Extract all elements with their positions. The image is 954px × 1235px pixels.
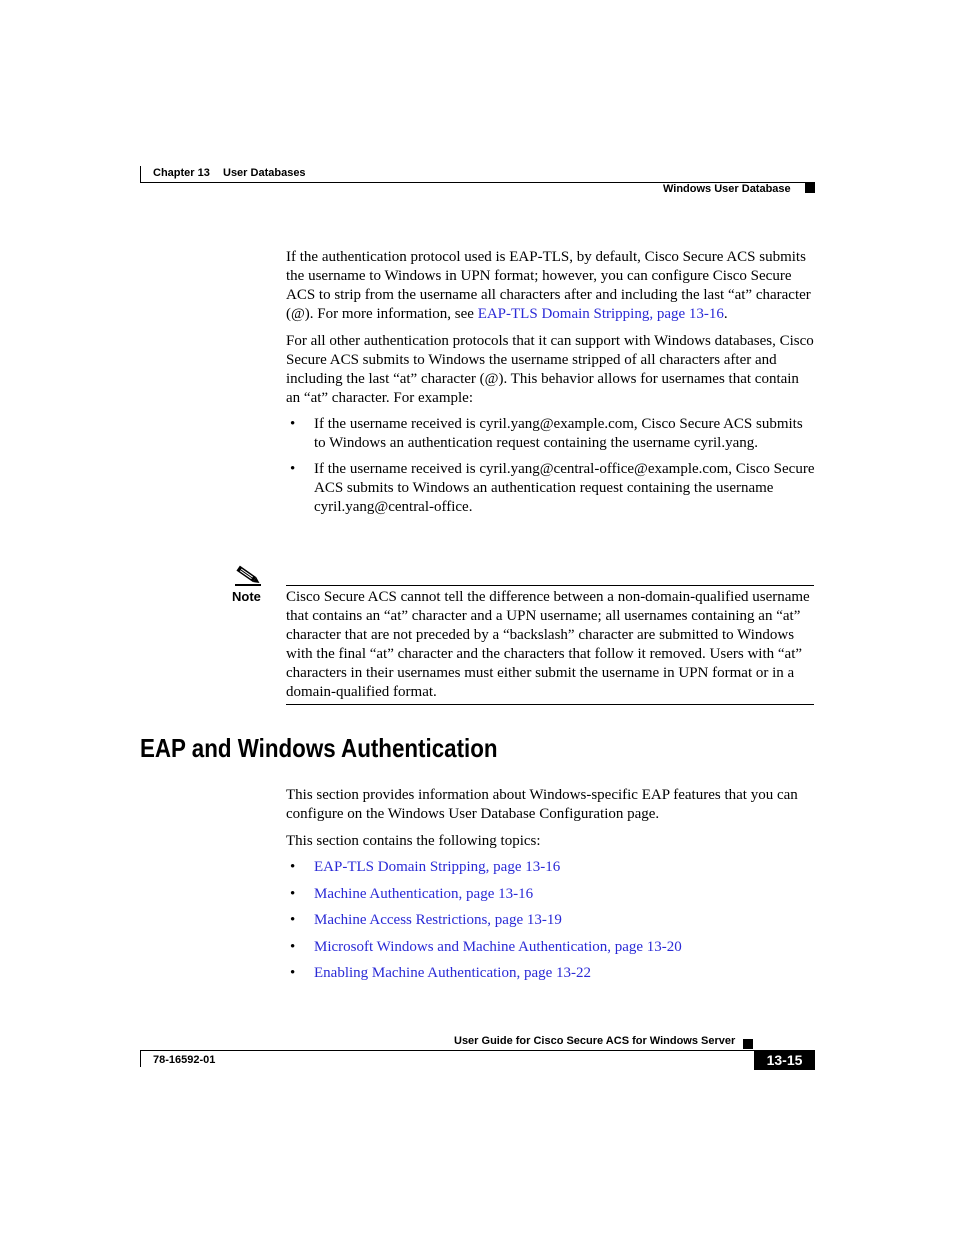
bullet-icon: •	[290, 965, 296, 981]
header-chapter: Chapter 13	[153, 167, 210, 179]
list-item	[286, 858, 816, 877]
footer-left-tick	[140, 1050, 141, 1067]
bullet-icon: •	[290, 859, 296, 875]
intro-block	[286, 248, 816, 517]
eap-tls-stripping-link[interactable]: EAP-TLS Domain Stripping, page 13-16	[477, 306, 724, 322]
topic-link-eap-tls[interactable]: EAP-TLS Domain Stripping, page 13-16	[314, 859, 561, 875]
bullet-icon: •	[290, 461, 296, 477]
list-item	[286, 964, 816, 983]
topic-link-enabling[interactable]: Enabling Machine Authentication, page 13-22	[314, 965, 592, 981]
header-marker	[805, 183, 815, 193]
note-top-rule	[286, 585, 814, 586]
intro-paragraph-2: For all other authentication protocols that it can support with Windows databases, Cisco Secure ACS submits to Windows the username stripped of all characters after and including the last “at” character (@). This behavior allows for usernames that contain an “at” character. For example:	[286, 333, 814, 406]
note-icon-pencil	[233, 563, 263, 587]
section-heading: EAP and Windows Authentication	[140, 733, 498, 763]
list-item	[286, 885, 816, 904]
footer-doc-number: 78-16592-01	[153, 1054, 216, 1066]
topic-link-machine-access[interactable]: Machine Access Restrictions, page 13-19	[314, 912, 562, 928]
note-text: Cisco Secure ACS cannot tell the difference between a non-domain-qualified username that contains an “at” character and a UPN username; all usernames containing an “at” character that are not preceded by a “backslash” character are submitted to Windows with the final “at” character and the characters that follow it removed. Users with “at” characters in their usernames must either submit the username in UPN format or in a domain-qualified format.	[286, 589, 810, 700]
bullet-icon: •	[290, 912, 296, 928]
list-item	[286, 938, 816, 957]
section-block	[286, 786, 816, 983]
header-chapter-title: User Databases	[223, 167, 306, 179]
footer-rule	[140, 1050, 815, 1051]
intro-paragraph-1: If the authentication protocol used is EAP-TLS, by default, Cisco Secure ACS submits the username to Windows in UPN format; however, you can configure Cisco Secure ACS to strip from the username all characters after and including the last “at” character (@). For more information, see EAP-TLS Domain Stripping, page 13-16.	[286, 249, 811, 322]
section-paragraph-1: This section provides information about Windows-specific EAP features that you can configure on the Windows User Database Configuration page.	[286, 787, 798, 822]
bullet-icon: •	[290, 885, 296, 902]
topic-link-microsoft-windows[interactable]: Microsoft Windows and Machine Authentication, page 13-20	[314, 938, 682, 955]
bullet-icon: •	[290, 416, 296, 432]
topics-list	[286, 858, 816, 983]
list-item: • If the username received is cyril.yang@example.com, Cisco Secure ACS submits to Windows an authentication request containing the username cyril.yang.	[290, 416, 803, 451]
note-bottom-rule	[286, 704, 814, 705]
header-section: Windows User Database	[663, 183, 791, 195]
note-label: Note	[232, 589, 261, 604]
page-number: 13-15	[754, 1051, 815, 1070]
footer-marker	[743, 1039, 753, 1049]
list-item: • If the username received is cyril.yang@central-office@example.com, Cisco Secure ACS submits to Windows an authentication request containing the username cyril.yang@central-office.	[290, 461, 815, 515]
list-item	[286, 911, 816, 930]
header-left-tick	[140, 166, 141, 183]
example-list	[286, 415, 816, 517]
pencil-icon	[233, 563, 263, 587]
section-paragraph-2: This section contains the following topics:	[286, 833, 541, 849]
topic-link-machine-auth[interactable]: Machine Authentication, page 13-16	[314, 885, 534, 902]
bullet-icon: •	[290, 938, 296, 955]
footer-guide-title: User Guide for Cisco Secure ACS for Windows Server	[454, 1035, 736, 1047]
